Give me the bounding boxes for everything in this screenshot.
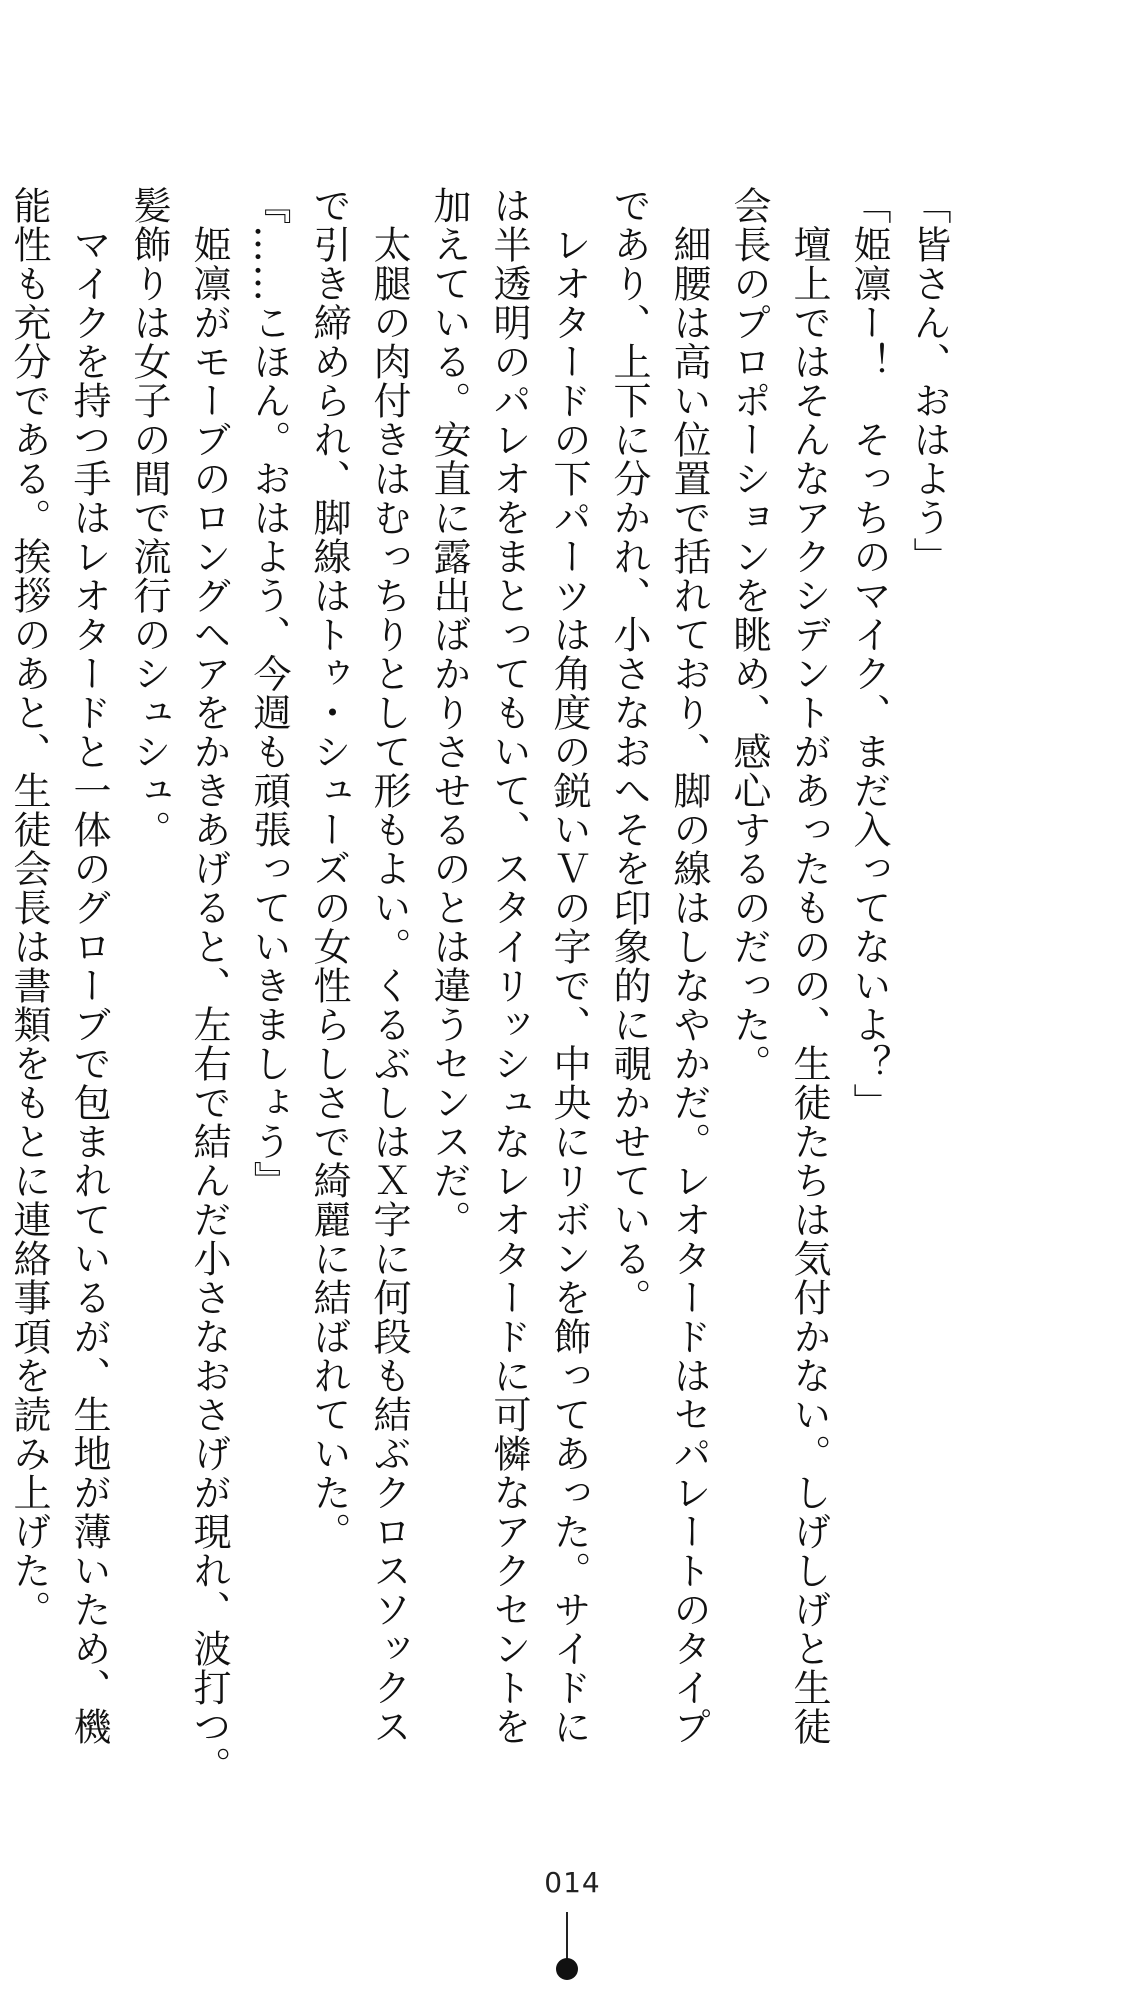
text-line: で引き締められ、脚線はトゥ・シューズの女性らしさで綺麗に結ばれていた。: [307, 186, 351, 1551]
page-marker-dot-icon: [556, 1958, 578, 1980]
text-line: 太腿の肉付きはむっちりとして形もよい。くるぶしはＸ字に何段も結ぶクロスソックス: [367, 186, 411, 1746]
text-line: 加えている。安直に露出ばかりさせるのとは違うセンスだ。: [427, 186, 471, 1239]
text-line: 会長のプロポーションを眺め、感心するのだった。: [727, 186, 771, 1083]
text-line: 姫凛がモーブのロングヘアをかきあげると、左右で結んだ小さなおさげが現れ、波打つ。: [187, 186, 231, 1785]
text-line: 能性も充分である。挨拶のあと、生徒会長は書類をもとに連絡事項を読み上げた。: [7, 186, 51, 1629]
text-line: レオタードの下パーツは角度の鋭いＶの字で、中央にリボンを飾ってあった。サイドに: [547, 186, 591, 1746]
page-marker-line: [566, 1912, 568, 1964]
text-line: 『……こほん。おはよう、今週も頑張っていきましょう』: [247, 186, 291, 1200]
text-line: 「姫凛ー！ そっちのマイク、まだ入ってないよ？」: [847, 186, 891, 1122]
page-number: 014: [544, 1866, 601, 1899]
text-line: 細腰は高い位置で括れており、脚の線はしなやかだ。レオタードはセパレートのタイプ: [667, 186, 711, 1746]
vertical-text-body: [7, 186, 959, 1785]
text-line: 壇上ではそんなアクシデントがあったものの、生徒たちは気付かない。しげしげと生徒: [787, 186, 831, 1746]
text-line: であり、上下に分かれ、小さなおへそを印象的に覗かせている。: [607, 186, 651, 1317]
text-line: マイクを持つ手はレオタードと一体のグローブで包まれているが、生地が薄いため、機: [67, 186, 111, 1746]
text-line: 髪飾りは女子の間で流行のシュシュ。: [127, 186, 171, 849]
text-line: は半透明のパレオをまとってもいて、スタイリッシュなレオタードに可憐なアクセントを: [487, 186, 531, 1746]
text-line: 「皆さん、おはよう」: [907, 186, 951, 576]
